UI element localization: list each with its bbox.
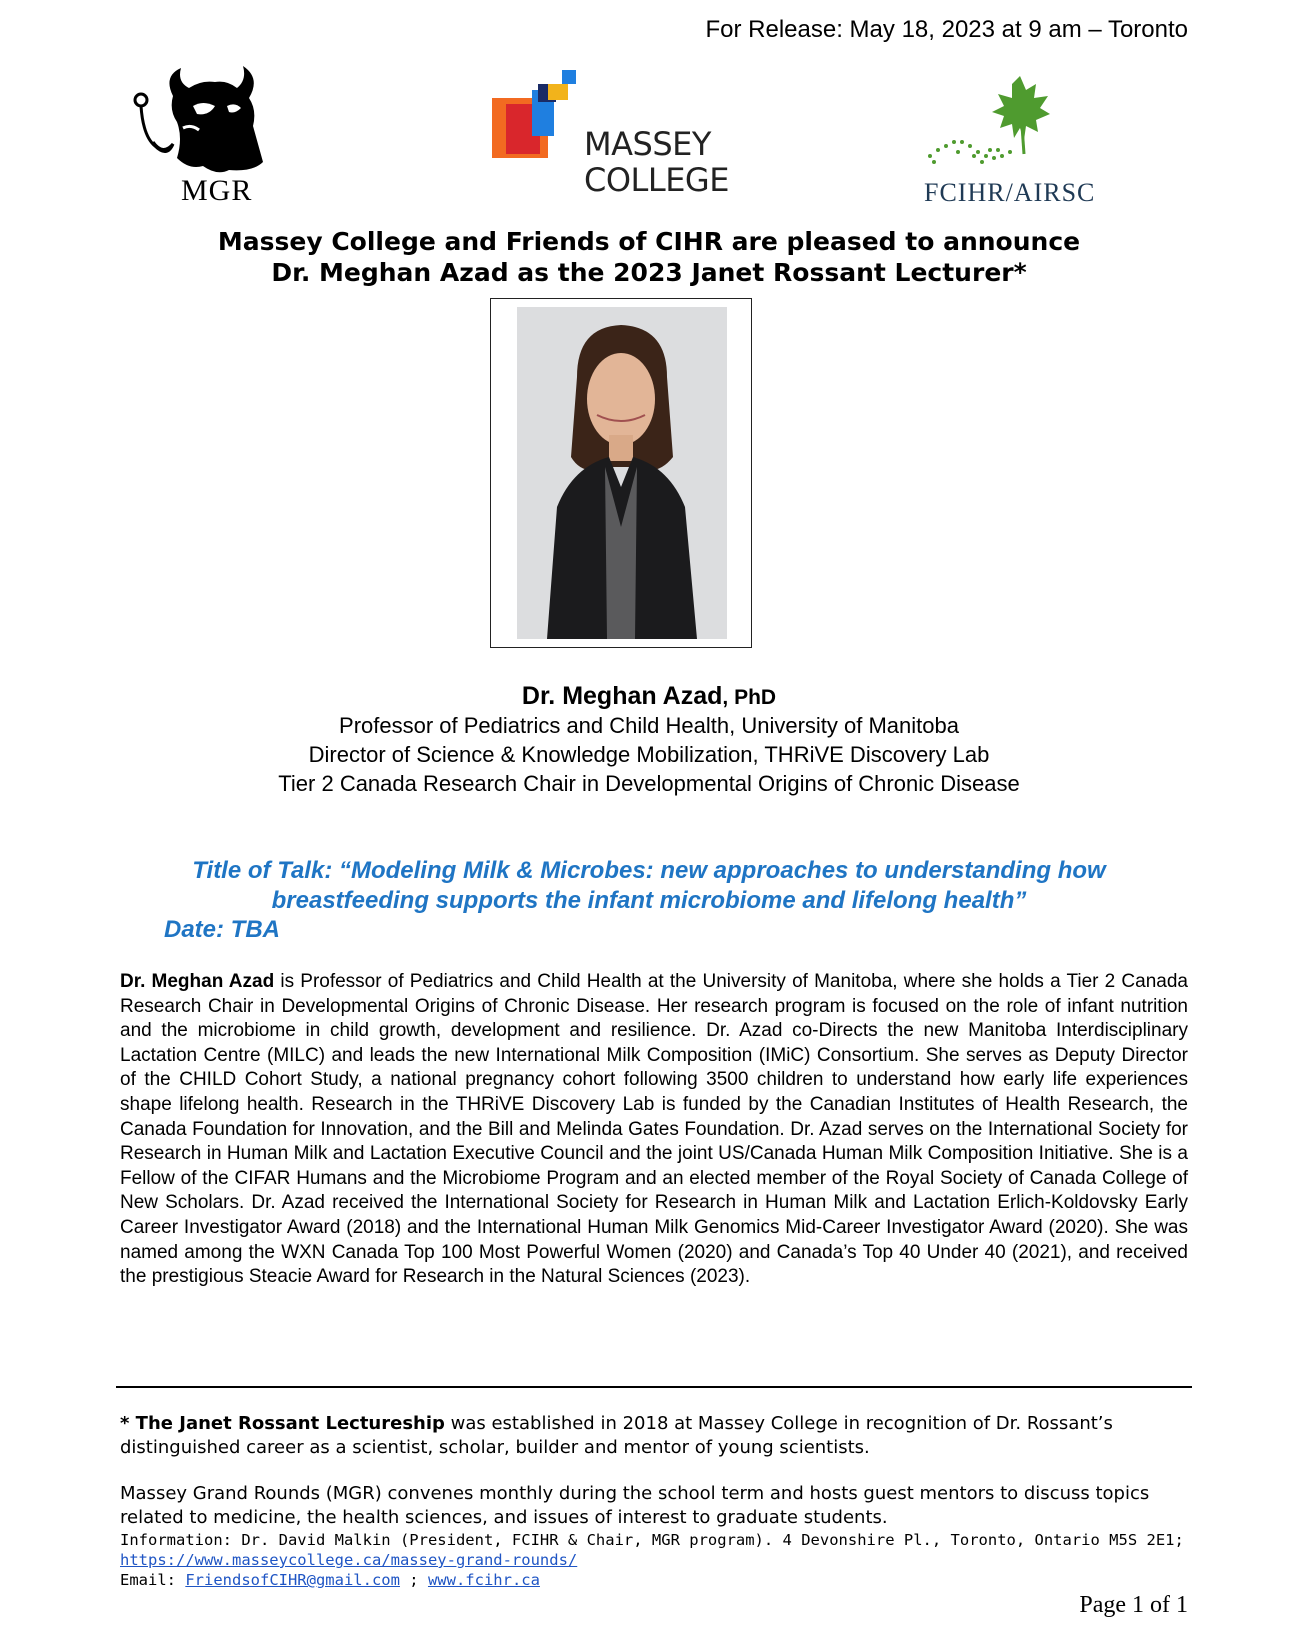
mgr-description: Massey Grand Rounds (MGR) convenes monthly during the school term and hosts guest mentors to discuss topics related to medicine, the health sciences, and issues of interest to graduate students. [120,1483,1150,1528]
portrait-illustration [517,307,727,639]
massey-squares-icon [492,70,582,160]
announcement-headline [0,226,1298,288]
mgr-url-line [120,1550,1192,1570]
headline-line2: Dr. Meghan Azad as the 2023 Janet Rossant Lecturer* [271,258,1027,287]
speaker-title-1: Professor of Pediatrics and Child Health, University of Manitoba [339,713,959,738]
massey-college-logo [508,70,728,200]
speaker-block [0,682,1298,798]
massey-wordmark-line1: MASSEY [584,125,711,163]
portrait-photo [517,307,727,639]
maple-leaf-icon [924,76,1064,166]
mgr-wordmark: MGR [181,174,253,207]
headline-line1: Massey College and Friends of CIHR are pleased to announce [217,227,1081,256]
page-number: Page 1 of 1 [1079,1592,1188,1618]
speaker-name-line [0,682,1298,711]
talk-title [0,856,1298,916]
mgr-url-link[interactable]: https://www.masseycollege.ca/massey-grand-rounds/ [120,1551,578,1569]
link-separator: ; [399,1571,428,1589]
mgr-logo [133,66,273,206]
speaker-biography [120,970,1188,1290]
fcihr-wordmark: FCIHR/AIRSC [924,178,1096,207]
footer-divider [116,1386,1192,1388]
lectureship-text: was established in 2018 at Massey College in recognition of Dr. Rossant’s distinguished career as a scientist, scholar, builder and mentor of young scientists. [120,1413,1113,1458]
talk-date: Date: TBA [164,916,281,943]
fcihr-logo [924,76,1144,206]
bio-lead: Dr. Meghan Azad [120,971,275,992]
lectureship-lead: * The Janet Rossant Lectureship [120,1413,445,1434]
bull-stethoscope-icon [133,66,273,178]
bio-text: is Professor of Pediatrics and Child Health at the University of Manitoba, where she holds a Tier 2 Canada Research Chair in Developmental Origins of Chronic Disease. Her research program is focused on the role of infant nutrition and the microbiome in child growth, development and resilience. Dr. Azad co-Directs the new Manitoba Interdisciplinary Lactation Centre (MILC) and leads the new International Milk Composition (IMiC) Consortium. She serves as Deputy Director of the CHILD Cohort Study, a national pregnancy cohort following 3500 children to understand how early life experiences shape lifelong health. Research in the THRiVE Discovery Lab is funded by the Canadian Institutes of Health Research, the Canada Foundation for Innovation, and the Bill and Melinda Gates Foundation. Dr. Azad serves on the International Society for Research in Human Milk and Lactation Executive Council and the joint US/Canada Human Milk Composition Initiative. She is a Fellow of the CIFAR Humans and the Microbiome Program and an elected member of the Royal Society of Canada College of New Scholars. Dr. Azad received the International Society for Research in Human Milk and Lactation Erlich-Koldovsky Early Career Investigator Award (2018) and the International Human Milk Genomics Mid-Career Investigator Award (2020). She was named among the WXN Canada Top 100 Most Powerful Women (2020) and Canada’s Top 40 Under 40 (2021), and received the prestigious Steacie Award for Research in the Natural Sciences (2023). [120,971,1188,1288]
footer [120,1412,1192,1590]
talk-title-line1: Title of Talk: “Modeling Milk & Microbes: new approaches to understanding how [192,857,1106,884]
speaker-degree: , PhD [722,686,777,709]
speaker-name: Dr. Meghan Azad [521,682,723,710]
email-line [120,1570,1192,1590]
massey-wordmark [584,126,729,198]
email-link[interactable]: FriendsofCIHR@gmail.com [185,1571,400,1589]
release-date: For Release: May 18, 2023 at 9 am – Toronto [705,16,1188,43]
email-label: Email: [120,1571,186,1589]
massey-wordmark-line2: COLLEGE [584,161,729,199]
speaker-title-3: Tier 2 Canada Research Chair in Developmental Origins of Chronic Disease [278,771,1020,796]
speaker-title-2: Director of Science & Knowledge Mobilization, THRiVE Discovery Lab [308,742,990,767]
fcihr-site-link[interactable]: www.fcihr.ca [427,1571,540,1589]
contact-info: Information: Dr. David Malkin (President, FCIHR & Chair, MGR program). 4 Devonshire Pl., Toronto, Ontario M5S 2E1; [120,1531,1184,1549]
portrait-frame [490,298,752,648]
talk-title-line2: breastfeeding supports the infant microbiome and lifelong health” [271,887,1027,914]
lectureship-note [120,1412,1192,1460]
